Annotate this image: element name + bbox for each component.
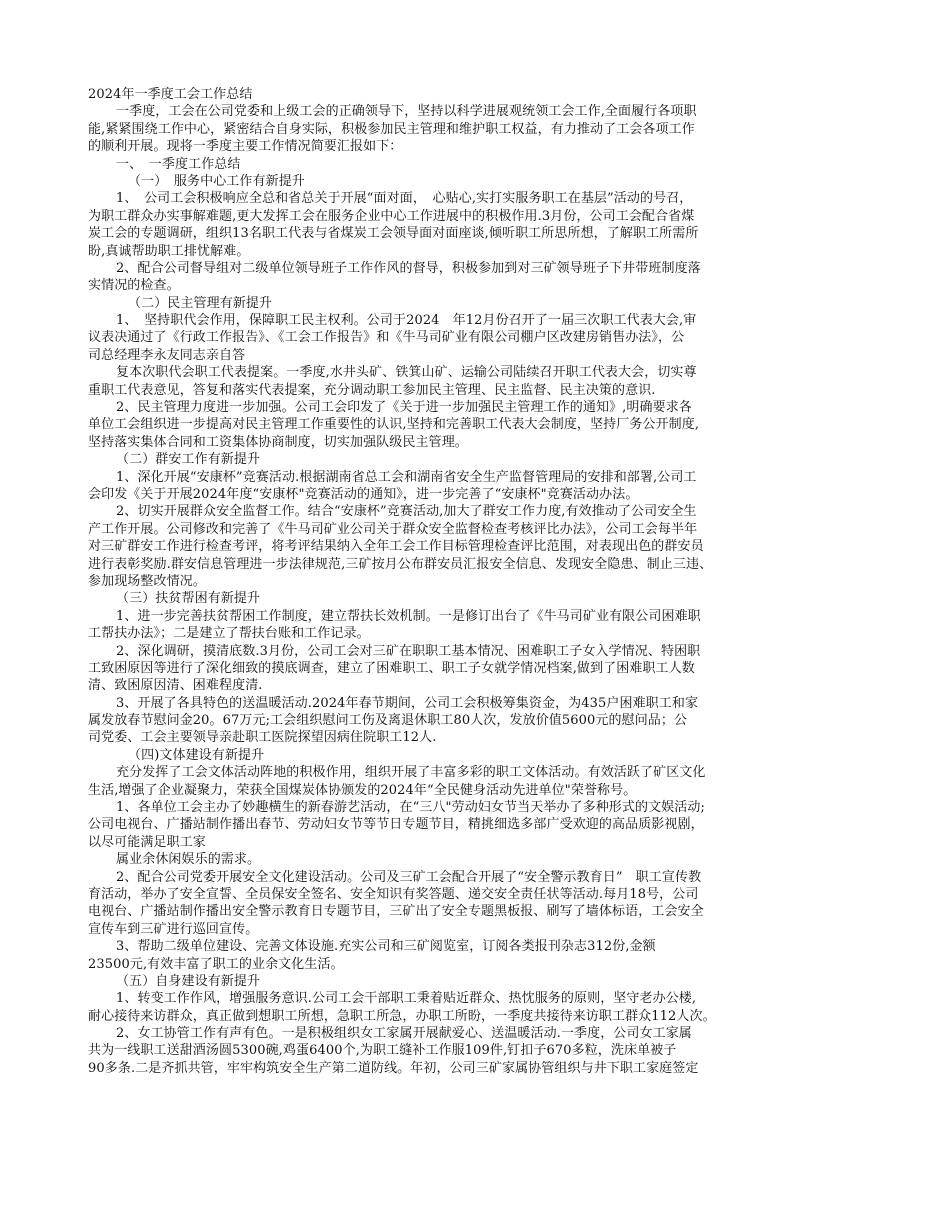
document-text-line: 3、帮助二级单位建设、完善文体设施.充实公司和三矿阅览室，订阅各类报刊杂志312份,金额 — [116, 939, 656, 955]
document-text-line: 属发放春节慰问金20。67万元;工会组织慰问工伤及离退休职工80人次，发放价值5600元的慰问品；公 — [88, 713, 688, 729]
document-text-line: 1、 坚持职代会作用，保障职工民主权利。公司于2024 年12月份召开了一届三次职工代表大会,审 — [116, 313, 697, 329]
document-text-line: （一） 服务中心工作有新提升 — [128, 173, 305, 189]
document-text-line: 复本次职代会职工代表提案。一季度,水井头矿、铁箕山矿、运输公司陆续召开职工代表大会，切实尊 — [116, 365, 697, 381]
document-text-line: 2、配合公司督导组对二级单位领导班子工作作风的督导，积极参加到对三矿领导班子下井带班制度落 — [116, 260, 701, 276]
document-text-line: 为职工群众办实事解难题,更大发挥工会在服务企业中心工作进展中的积极作用.3月份，公司工会配合省煤 — [88, 208, 695, 224]
document-text-line: 1、转变工作作风，增强服务意识.公司工会干部职工秉着贴近群众、热忱服务的原则，坚守老办公楼, — [116, 991, 697, 1007]
document-text-line: （二）民主管理有新提升 — [128, 295, 273, 311]
document-text-line: 2、切实开展群众安全监督工作。结合“安康杯”竞赛活动,加大了群安工作力度,有效推动了公司安全生 — [116, 504, 697, 520]
document-text-line: 司总经理李永友同志亲自答 — [88, 347, 246, 363]
document-text-line: 充分发挥了工会文体活动阵地的积极作用，组织开展了丰富多彩的职工文体活动。有效活跃了矿区文化 — [116, 765, 706, 781]
document-text-line: 2、深化调研，摸清底数.3月份，公司工会对三矿在职职工基本情况、困难职工子女入学情况、特困职 — [116, 643, 701, 659]
document-text-line: 1、 公司工会积极响应全总和省总关于开展“面对面， 心贴心,实打实服务职工在基层”活动的号召， — [116, 191, 693, 207]
document-text-line: 1、深化开展“安康杯”竞赛活动.根据湖南省总工会和湖南省安全生产监督管理局的安排和部署,公司工 — [116, 469, 697, 485]
document-text-line: 坚持落实集体合同和工资集体协商制度，切实加强队级民主管理。 — [88, 434, 468, 450]
document-text-line: 会印发《关于开展2024年度“安康杯"竞赛活动的通知》，进一步完善了“安康杯"竞赛活动办法。 — [88, 486, 639, 502]
document-text-line: 3、开展了各具特色的送温暖活动.2024年春节期间，公司工会积极筹集资金，为435户困难职工和家 — [116, 695, 699, 711]
document-text-line: 清、致困原因清、困难程度清. — [88, 678, 263, 694]
document-text-line: 2、女工协管工作有声有色。一是积极组织女工家属开展献爱心、送温暖活动.一季度，公司女工家属 — [116, 1026, 692, 1042]
document-text-line: 共为一线职工送甜酒汤圆5300碗,鸡蛋6400个,为职工缝补工作服109件,钉扣子670多粒，洗床单被子 — [88, 1043, 677, 1059]
document-text-line: 育活动，举办了安全宣誓、全员保安全签名、安全知识有奖答题、递交安全责任状等活动.每月18号，公司 — [88, 886, 699, 902]
document-text-line: 工致困原因等进行了深化细致的摸底调查，建立了困难职工、职工子女就学情况档案,做到了困难职工人数 — [88, 660, 695, 676]
document-text-line: 电视台、广播站制作播出安全警示教育日专题节目，三矿出了安全专题黑板报、刷写了墙体标语，工会安全 — [88, 904, 704, 920]
document-text-line: 23500元,有效丰富了职工的业余文化生活。 — [88, 956, 344, 972]
document-text-line: 单位工会组织进一步提高对民主管理工作重要性的认识,坚持和完善职工代表大会制度，坚持厂务公开制度, — [88, 417, 700, 433]
document-text-line: 炭工会的专题调研，组织13名职工代表与省煤炭工会领导面对面座谈,倾听职工所思所想，了解职工所需所 — [88, 226, 699, 242]
document-text-line: 生活,增强了企业凝聚力，荣获全国煤炭体协颁发的2024年“全民健身活动先进单位"荣誉称号。 — [88, 782, 637, 798]
document-text-line: 盼,真诚帮助职工排忧解难。 — [88, 243, 250, 259]
document-page — [88, 86, 864, 1077]
document-text-line: 参加现场整改情况。 — [88, 573, 206, 589]
document-text-line: （五）自身建设有新提升 — [116, 973, 261, 989]
document-text-line: 一、 一季度工作总结 — [116, 156, 241, 172]
document-text-line: 90多条.二是齐抓共管，牢牢构筑安全生产第二道防线。年初，公司三矿家属协管组织与井下职工家庭签定 — [88, 1060, 699, 1076]
document-text-line: （三）扶贫帮困有新提升 — [116, 591, 261, 607]
document-text-line: 产工作开展。公司修改和完善了《牛马司矿业公司关于群众安全监督检查考核评比办法》，公司工会每半年 — [88, 521, 698, 537]
document-text-line: 宣传车到三矿进行巡回宣传。 — [88, 921, 259, 937]
document-text-line: 重职工代表意见，答复和落实代表提案，充分调动职工参加民主管理、民主监督、民主决策的意识. — [88, 382, 656, 398]
document-text-line: （四)文体建设有新提升 — [128, 747, 265, 763]
document-text-line: 司党委、工会主要领导亲赴职工医院探望因病住院职工12人. — [88, 730, 437, 746]
document-text-line: 一季度，工会在公司党委和上级工会的正确领导下，坚持以科学进展观统领工会工作,全面履行各项职 — [116, 104, 697, 120]
document-text-line: 耐心接待来访群众，真正做到想职工所想，急职工所急，办职工所盼，一季度共接待来访职工群众112人次。 — [88, 1008, 716, 1024]
document-text-line: 议表决通过了《行政工作报告》、《工会工作报告》和《牛马司矿业有限公司棚户区改建房销售办法》，公 — [88, 330, 685, 346]
document-text-line: 2、民主管理力度进一步加强。公司工会印发了《关于进一步加强民主管理工作的通知》,明确要求各 — [116, 400, 692, 416]
document-text-line: 对三矿群安工作进行检查考评，将考评结果纳入全年工会工作目标管理检查评比范围，对表现出色的群安员 — [88, 539, 704, 555]
document-text-line: 工帮扶办法》；二是建立了帮扶台账和工作记录。 — [88, 626, 370, 642]
document-text-line: 公司电视台、广播站制作播出春节、劳动妇女节等节日专题节目，精挑细选多部广受欢迎的高品质影视剧， — [88, 817, 704, 833]
document-text-line: 1、各单位工会主办了妙趣横生的新春游艺活动，在“三八"劳动妇女节当天举办了多种形式的文娱活动; — [116, 800, 705, 816]
document-text-line: 实情况的检查。 — [88, 278, 180, 294]
document-text-line: 进行表彰奖励.群安信息管理进一步法律规范,三矿按月公布群安员汇报安全信息、发现安全隐患、制止三违、 — [88, 556, 713, 572]
document-text-line: 以尽可能满足职工家 — [88, 834, 206, 850]
document-text-line: 1、进一步完善扶贫帮困工作制度，建立帮扶长效机制。一是修订出台了《牛马司矿业有限公司困难职 — [116, 608, 701, 624]
document-text-line: 能,紧紧围绕工作中心，紧密结合自身实际，积极参加民主管理和维护职工权益，有力推动了工会各项工作 — [88, 121, 695, 137]
document-text-line: 2、配合公司党委开展安全文化建设活动。公司及三矿工会配合开展了“安全警示教育日” 职工宣传教 — [116, 869, 702, 885]
document-text-line: 属业余休闲娱乐的需求。 — [116, 852, 261, 868]
document-text-line: （二）群安工作有新提升 — [116, 452, 261, 468]
document-title: 2024年一季度工会工作总结 — [88, 87, 253, 102]
document-text-line: 的顺利开展。现将一季度主要工作情况简要汇报如下： — [88, 139, 403, 155]
